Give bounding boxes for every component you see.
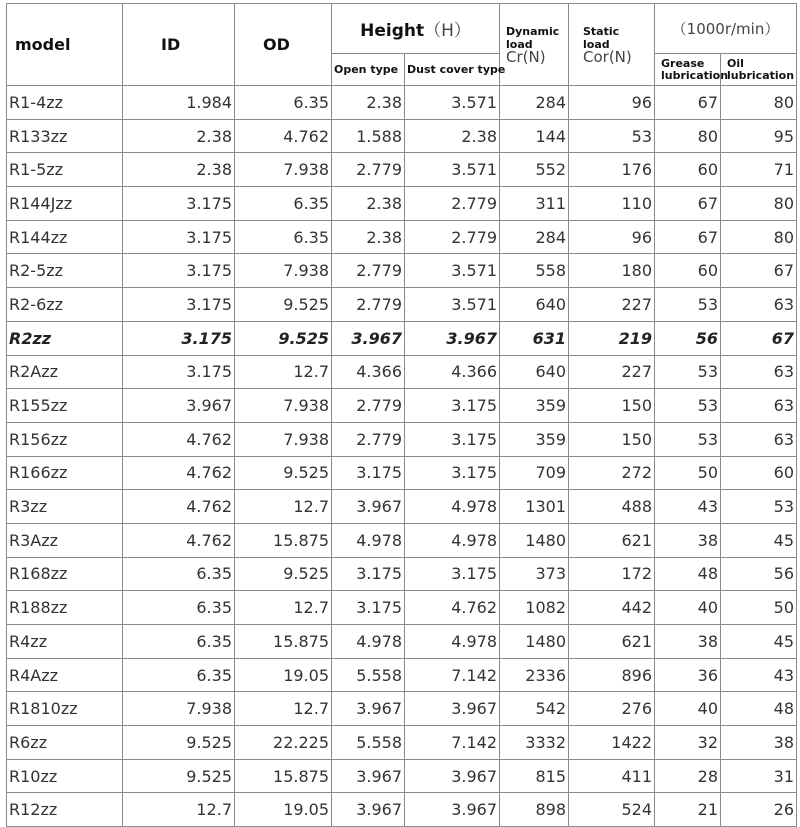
cell-oil-speed: 95 bbox=[721, 119, 797, 153]
cell-dust-cover-height: 3.967 bbox=[405, 793, 500, 827]
cell-model: R6zz bbox=[7, 726, 123, 760]
table-row bbox=[7, 355, 797, 389]
cell-static-load: 621 bbox=[569, 625, 655, 659]
cell-static-load: 110 bbox=[569, 187, 655, 221]
cell-id: 6.35 bbox=[123, 591, 235, 625]
cell-dust-cover-height: 2.38 bbox=[405, 119, 500, 153]
cell-model: R144zz bbox=[7, 220, 123, 254]
cell-dynamic-load: 284 bbox=[500, 220, 569, 254]
cell-dynamic-load: 1480 bbox=[500, 523, 569, 557]
cell-dust-cover-height: 3.571 bbox=[405, 254, 500, 288]
cell-open-height: 3.175 bbox=[332, 557, 405, 591]
cell-grease-speed: 67 bbox=[655, 220, 721, 254]
cell-open-height: 3.967 bbox=[332, 759, 405, 793]
header-dynamic-load bbox=[500, 4, 569, 86]
cell-id: 9.525 bbox=[123, 726, 235, 760]
cell-model: R168zz bbox=[7, 557, 123, 591]
cell-od: 6.35 bbox=[235, 220, 332, 254]
table-row bbox=[7, 523, 797, 557]
cell-id: 4.762 bbox=[123, 490, 235, 524]
cell-dust-cover-height: 3.175 bbox=[405, 389, 500, 423]
cell-oil-speed: 63 bbox=[721, 355, 797, 389]
cell-id: 3.175 bbox=[123, 187, 235, 221]
cell-oil-speed: 71 bbox=[721, 153, 797, 187]
table-row bbox=[7, 726, 797, 760]
cell-oil-speed: 63 bbox=[721, 422, 797, 456]
cell-oil-speed: 45 bbox=[721, 625, 797, 659]
header-grease-lubrication: Grease lubrication bbox=[655, 54, 721, 86]
cell-static-load: 442 bbox=[569, 591, 655, 625]
cell-od: 9.525 bbox=[235, 288, 332, 322]
table-row bbox=[7, 288, 797, 322]
table-row bbox=[7, 591, 797, 625]
cell-oil-speed: 80 bbox=[721, 187, 797, 221]
cell-dust-cover-height: 2.779 bbox=[405, 220, 500, 254]
cell-dust-cover-height: 3.175 bbox=[405, 456, 500, 490]
cell-dust-cover-height: 4.978 bbox=[405, 625, 500, 659]
table-row bbox=[7, 692, 797, 726]
cell-oil-speed: 80 bbox=[721, 86, 797, 120]
cell-id: 3.175 bbox=[123, 321, 235, 355]
table-row bbox=[7, 759, 797, 793]
cell-static-load: 276 bbox=[569, 692, 655, 726]
cell-id: 6.35 bbox=[123, 625, 235, 659]
cell-id: 2.38 bbox=[123, 119, 235, 153]
cell-od: 12.7 bbox=[235, 692, 332, 726]
cell-model: R2zz bbox=[7, 321, 123, 355]
cell-static-load: 96 bbox=[569, 86, 655, 120]
cell-dynamic-load: 359 bbox=[500, 422, 569, 456]
cell-grease-speed: 53 bbox=[655, 355, 721, 389]
cell-dust-cover-height: 3.571 bbox=[405, 153, 500, 187]
table-row bbox=[7, 456, 797, 490]
cell-id: 4.762 bbox=[123, 456, 235, 490]
cell-id: 3.175 bbox=[123, 288, 235, 322]
cell-od: 19.05 bbox=[235, 658, 332, 692]
cell-open-height: 4.978 bbox=[332, 523, 405, 557]
cell-grease-speed: 28 bbox=[655, 759, 721, 793]
header-height bbox=[332, 4, 500, 54]
cell-dynamic-load: 558 bbox=[500, 254, 569, 288]
table-row bbox=[7, 254, 797, 288]
cell-od: 12.7 bbox=[235, 591, 332, 625]
cell-dust-cover-height: 4.762 bbox=[405, 591, 500, 625]
cell-open-height: 3.175 bbox=[332, 456, 405, 490]
cell-dynamic-load: 709 bbox=[500, 456, 569, 490]
cell-static-load: 896 bbox=[569, 658, 655, 692]
cell-dust-cover-height: 2.779 bbox=[405, 187, 500, 221]
table-row bbox=[7, 389, 797, 423]
cell-od: 9.525 bbox=[235, 321, 332, 355]
header-dynamic-unit: Cr(N) bbox=[506, 48, 546, 66]
cell-grease-speed: 36 bbox=[655, 658, 721, 692]
cell-id: 1.984 bbox=[123, 86, 235, 120]
cell-oil-speed: 31 bbox=[721, 759, 797, 793]
cell-oil-speed: 67 bbox=[721, 254, 797, 288]
cell-dynamic-load: 640 bbox=[500, 355, 569, 389]
cell-dynamic-load: 898 bbox=[500, 793, 569, 827]
cell-open-height: 3.175 bbox=[332, 591, 405, 625]
cell-oil-speed: 63 bbox=[721, 389, 797, 423]
cell-oil-speed: 45 bbox=[721, 523, 797, 557]
cell-open-height: 5.558 bbox=[332, 726, 405, 760]
cell-dynamic-load: 1480 bbox=[500, 625, 569, 659]
cell-model: R2-6zz bbox=[7, 288, 123, 322]
cell-open-height: 3.967 bbox=[332, 793, 405, 827]
cell-grease-speed: 48 bbox=[655, 557, 721, 591]
table-row bbox=[7, 86, 797, 120]
cell-open-height: 3.967 bbox=[332, 321, 405, 355]
cell-open-height: 2.779 bbox=[332, 422, 405, 456]
cell-od: 22.225 bbox=[235, 726, 332, 760]
table-row bbox=[7, 658, 797, 692]
cell-model: R2Azz bbox=[7, 355, 123, 389]
cell-dust-cover-height: 4.978 bbox=[405, 523, 500, 557]
cell-id: 3.175 bbox=[123, 355, 235, 389]
cell-id: 7.938 bbox=[123, 692, 235, 726]
header-od: OD bbox=[235, 4, 332, 86]
table-row bbox=[7, 153, 797, 187]
cell-grease-speed: 38 bbox=[655, 625, 721, 659]
cell-static-load: 53 bbox=[569, 119, 655, 153]
cell-od: 7.938 bbox=[235, 389, 332, 423]
cell-id: 3.967 bbox=[123, 389, 235, 423]
cell-open-height: 4.366 bbox=[332, 355, 405, 389]
cell-open-height: 1.588 bbox=[332, 119, 405, 153]
cell-dust-cover-height: 3.175 bbox=[405, 557, 500, 591]
cell-dust-cover-height: 3.967 bbox=[405, 321, 500, 355]
cell-model: R3Azz bbox=[7, 523, 123, 557]
cell-oil-speed: 38 bbox=[721, 726, 797, 760]
table-row bbox=[7, 625, 797, 659]
cell-open-height: 2.779 bbox=[332, 254, 405, 288]
cell-od: 6.35 bbox=[235, 187, 332, 221]
cell-dust-cover-height: 3.571 bbox=[405, 86, 500, 120]
cell-od: 9.525 bbox=[235, 557, 332, 591]
cell-od: 12.7 bbox=[235, 490, 332, 524]
cell-id: 3.175 bbox=[123, 220, 235, 254]
header-model: model bbox=[7, 4, 123, 86]
cell-grease-speed: 40 bbox=[655, 591, 721, 625]
cell-open-height: 2.779 bbox=[332, 389, 405, 423]
cell-static-load: 96 bbox=[569, 220, 655, 254]
table-body bbox=[7, 86, 797, 827]
cell-grease-speed: 56 bbox=[655, 321, 721, 355]
cell-dynamic-load: 542 bbox=[500, 692, 569, 726]
cell-dynamic-load: 373 bbox=[500, 557, 569, 591]
cell-od: 7.938 bbox=[235, 422, 332, 456]
cell-od: 6.35 bbox=[235, 86, 332, 120]
cell-dust-cover-height: 4.366 bbox=[405, 355, 500, 389]
cell-dynamic-load: 815 bbox=[500, 759, 569, 793]
cell-oil-speed: 50 bbox=[721, 591, 797, 625]
bearing-spec-sheet bbox=[6, 3, 797, 827]
cell-dust-cover-height: 3.175 bbox=[405, 422, 500, 456]
cell-static-load: 227 bbox=[569, 288, 655, 322]
cell-static-load: 176 bbox=[569, 153, 655, 187]
cell-static-load: 172 bbox=[569, 557, 655, 591]
cell-open-height: 5.558 bbox=[332, 658, 405, 692]
table-row bbox=[7, 321, 797, 355]
cell-open-height: 2.779 bbox=[332, 153, 405, 187]
cell-grease-speed: 38 bbox=[655, 523, 721, 557]
cell-open-height: 2.38 bbox=[332, 187, 405, 221]
cell-grease-speed: 80 bbox=[655, 119, 721, 153]
cell-dust-cover-height: 4.978 bbox=[405, 490, 500, 524]
cell-dynamic-load: 1082 bbox=[500, 591, 569, 625]
cell-model: R133zz bbox=[7, 119, 123, 153]
cell-open-height: 3.967 bbox=[332, 692, 405, 726]
cell-dynamic-load: 359 bbox=[500, 389, 569, 423]
header-static-label: Static load bbox=[583, 25, 620, 51]
cell-od: 12.7 bbox=[235, 355, 332, 389]
table-row bbox=[7, 119, 797, 153]
cell-open-height: 2.38 bbox=[332, 86, 405, 120]
table-row bbox=[7, 220, 797, 254]
cell-dynamic-load: 284 bbox=[500, 86, 569, 120]
cell-id: 6.35 bbox=[123, 658, 235, 692]
cell-grease-speed: 50 bbox=[655, 456, 721, 490]
cell-static-load: 621 bbox=[569, 523, 655, 557]
cell-model: R166zz bbox=[7, 456, 123, 490]
cell-id: 6.35 bbox=[123, 557, 235, 591]
cell-id: 4.762 bbox=[123, 523, 235, 557]
cell-static-load: 227 bbox=[569, 355, 655, 389]
table-header bbox=[7, 4, 797, 86]
cell-model: R155zz bbox=[7, 389, 123, 423]
table-row bbox=[7, 490, 797, 524]
cell-dynamic-load: 1301 bbox=[500, 490, 569, 524]
cell-static-load: 180 bbox=[569, 254, 655, 288]
cell-dynamic-load: 640 bbox=[500, 288, 569, 322]
cell-model: R188zz bbox=[7, 591, 123, 625]
cell-dust-cover-height: 3.571 bbox=[405, 288, 500, 322]
cell-oil-speed: 56 bbox=[721, 557, 797, 591]
cell-model: R4zz bbox=[7, 625, 123, 659]
header-oil-lubrication: Oil lubrication bbox=[721, 54, 797, 86]
cell-model: R2-5zz bbox=[7, 254, 123, 288]
header-open-type: Open type bbox=[332, 54, 405, 86]
cell-static-load: 488 bbox=[569, 490, 655, 524]
cell-dynamic-load: 631 bbox=[500, 321, 569, 355]
cell-dynamic-load: 144 bbox=[500, 119, 569, 153]
cell-static-load: 219 bbox=[569, 321, 655, 355]
cell-oil-speed: 43 bbox=[721, 658, 797, 692]
header-dust-cover-type: Dust cover type bbox=[405, 54, 500, 86]
cell-grease-speed: 60 bbox=[655, 254, 721, 288]
cell-model: R1810zz bbox=[7, 692, 123, 726]
cell-open-height: 4.978 bbox=[332, 625, 405, 659]
header-height-label: Height bbox=[360, 21, 425, 41]
cell-dust-cover-height: 3.967 bbox=[405, 692, 500, 726]
cell-oil-speed: 60 bbox=[721, 456, 797, 490]
cell-static-load: 150 bbox=[569, 389, 655, 423]
cell-od: 9.525 bbox=[235, 456, 332, 490]
cell-model: R3zz bbox=[7, 490, 123, 524]
cell-model: R1-4zz bbox=[7, 86, 123, 120]
header-static-load bbox=[569, 4, 655, 86]
cell-model: R10zz bbox=[7, 759, 123, 793]
cell-dynamic-load: 552 bbox=[500, 153, 569, 187]
cell-static-load: 272 bbox=[569, 456, 655, 490]
cell-id: 9.525 bbox=[123, 759, 235, 793]
cell-static-load: 411 bbox=[569, 759, 655, 793]
cell-static-load: 524 bbox=[569, 793, 655, 827]
cell-oil-speed: 63 bbox=[721, 288, 797, 322]
cell-od: 19.05 bbox=[235, 793, 332, 827]
cell-model: R1-5zz bbox=[7, 153, 123, 187]
header-dynamic-label: Dynamic load bbox=[506, 25, 560, 51]
header-static-unit: Cor(N) bbox=[583, 48, 632, 66]
cell-oil-speed: 67 bbox=[721, 321, 797, 355]
cell-dynamic-load: 2336 bbox=[500, 658, 569, 692]
cell-od: 15.875 bbox=[235, 625, 332, 659]
cell-oil-speed: 48 bbox=[721, 692, 797, 726]
cell-dust-cover-height: 7.142 bbox=[405, 726, 500, 760]
cell-grease-speed: 32 bbox=[655, 726, 721, 760]
cell-open-height: 3.967 bbox=[332, 490, 405, 524]
cell-oil-speed: 53 bbox=[721, 490, 797, 524]
cell-id: 3.175 bbox=[123, 254, 235, 288]
cell-grease-speed: 40 bbox=[655, 692, 721, 726]
cell-dust-cover-height: 3.967 bbox=[405, 759, 500, 793]
table-row bbox=[7, 793, 797, 827]
cell-model: R4Azz bbox=[7, 658, 123, 692]
cell-model: R156zz bbox=[7, 422, 123, 456]
cell-dynamic-load: 311 bbox=[500, 187, 569, 221]
cell-id: 12.7 bbox=[123, 793, 235, 827]
cell-dust-cover-height: 7.142 bbox=[405, 658, 500, 692]
cell-grease-speed: 21 bbox=[655, 793, 721, 827]
cell-oil-speed: 26 bbox=[721, 793, 797, 827]
cell-static-load: 1422 bbox=[569, 726, 655, 760]
cell-dynamic-load: 3332 bbox=[500, 726, 569, 760]
cell-grease-speed: 53 bbox=[655, 288, 721, 322]
header-id: ID bbox=[123, 4, 235, 86]
cell-od: 15.875 bbox=[235, 523, 332, 557]
cell-grease-speed: 67 bbox=[655, 187, 721, 221]
cell-id: 2.38 bbox=[123, 153, 235, 187]
cell-grease-speed: 67 bbox=[655, 86, 721, 120]
cell-model: R12zz bbox=[7, 793, 123, 827]
table-row bbox=[7, 557, 797, 591]
table-row bbox=[7, 422, 797, 456]
cell-oil-speed: 80 bbox=[721, 220, 797, 254]
header-height-unit: （H） bbox=[424, 21, 471, 41]
bearing-spec-table bbox=[6, 3, 797, 827]
cell-open-height: 2.779 bbox=[332, 288, 405, 322]
cell-od: 7.938 bbox=[235, 254, 332, 288]
cell-od: 4.762 bbox=[235, 119, 332, 153]
cell-id: 4.762 bbox=[123, 422, 235, 456]
header-speed-unit: （1000r/min） bbox=[655, 4, 797, 54]
cell-model: R144Jzz bbox=[7, 187, 123, 221]
cell-grease-speed: 60 bbox=[655, 153, 721, 187]
cell-od: 7.938 bbox=[235, 153, 332, 187]
cell-static-load: 150 bbox=[569, 422, 655, 456]
cell-open-height: 2.38 bbox=[332, 220, 405, 254]
cell-grease-speed: 43 bbox=[655, 490, 721, 524]
table-row bbox=[7, 187, 797, 221]
cell-grease-speed: 53 bbox=[655, 389, 721, 423]
cell-grease-speed: 53 bbox=[655, 422, 721, 456]
cell-od: 15.875 bbox=[235, 759, 332, 793]
